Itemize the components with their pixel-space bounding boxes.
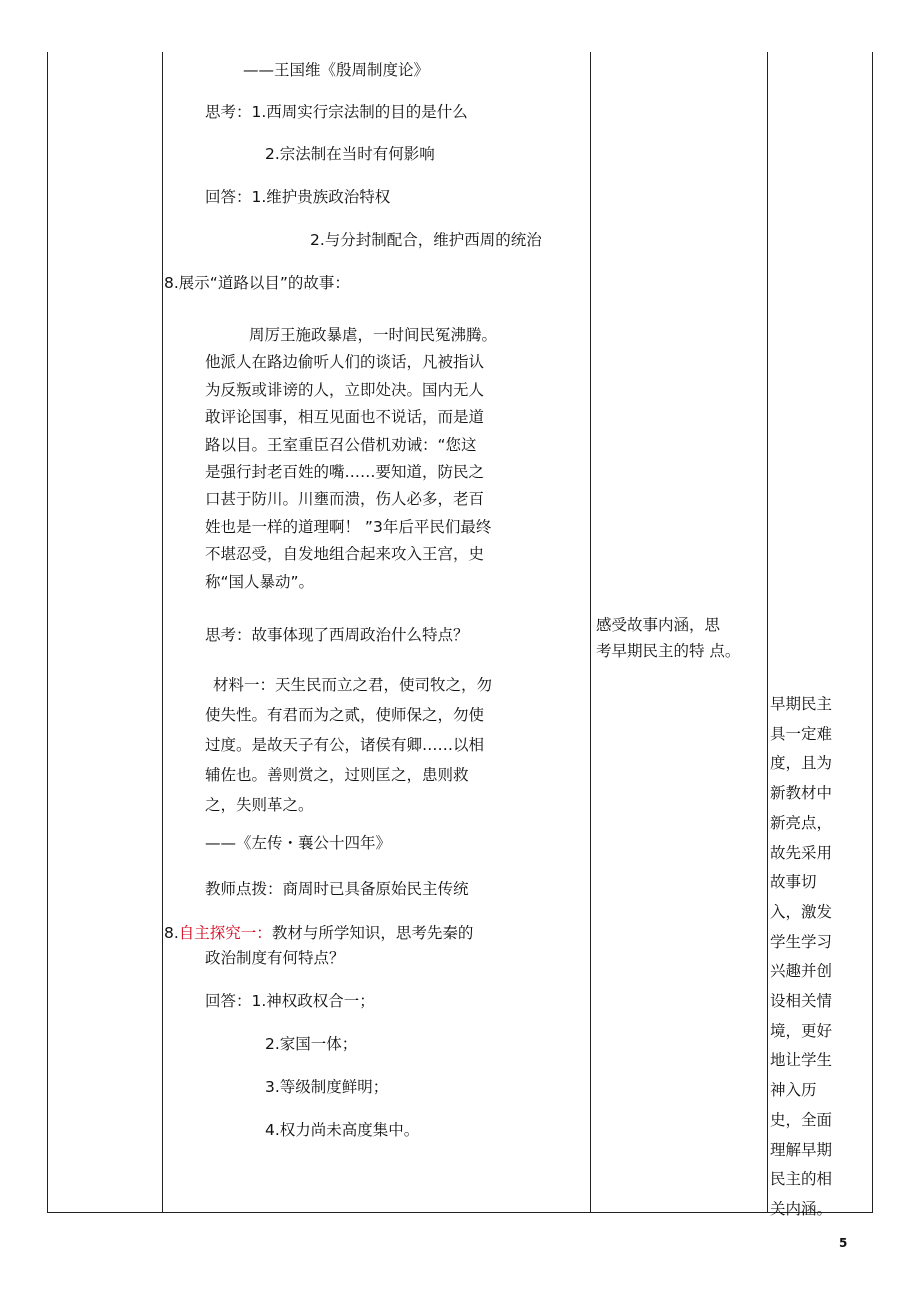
note-line: 关内涵。 xyxy=(770,1199,833,1218)
activity-line: 考早期民主的特 点。 xyxy=(596,642,741,660)
note-line: 具一定难 xyxy=(770,724,833,743)
material-line: 过度。是故天子有公，诸侯有卿……以相 xyxy=(205,736,485,754)
note-line: 史，全面 xyxy=(770,1110,833,1129)
note-line: 神入历 xyxy=(770,1081,817,1100)
column-divider-2 xyxy=(590,52,591,1213)
table-right-border xyxy=(872,52,873,1213)
note-line: 故事切 xyxy=(770,873,817,892)
note-line: 入，激发 xyxy=(770,902,833,921)
note-line: 学生学习 xyxy=(770,932,833,951)
student-activity xyxy=(596,612,766,664)
table-bottom-border xyxy=(47,1212,873,1213)
story-line: 敢评论国事，相互见面也不说话，而是道 xyxy=(205,408,485,427)
think-question-1: 思考：1.西周实行宗法制的目的是什么 xyxy=(205,103,468,121)
story-line: 周厉王施政暴虐，一时间民冤沸腾。 xyxy=(249,326,498,344)
column-divider-3 xyxy=(767,52,768,1213)
answer2-line: 2.家国一体； xyxy=(265,1035,358,1053)
think-question-3: 思考：故事体现了西周政治什么特点？ xyxy=(205,626,469,644)
story-line: 他派人在路边偷听人们的谈话，凡被指认 xyxy=(205,353,485,372)
material-source: ——《左传・襄公十四年》 xyxy=(205,834,392,852)
design-note xyxy=(770,690,870,1225)
note-line: 新教材中 xyxy=(770,784,833,803)
note-line: 理解早期 xyxy=(770,1140,833,1159)
answer2-line: 回答：1.神权政权合一； xyxy=(205,992,375,1010)
story-line: 是强行封老百姓的嘴……要知道，防民之 xyxy=(205,463,485,482)
teacher-hint: 教师点拨：商周时已具备原始民主传统 xyxy=(205,880,469,898)
answer2-line: 4.权力尚未高度集中。 xyxy=(265,1121,420,1139)
note-line: 民主的相 xyxy=(770,1170,833,1189)
note-line: 早期民主 xyxy=(770,695,833,713)
table-left-border xyxy=(47,52,48,1213)
explore-label: 自主探究一： xyxy=(178,924,272,942)
note-line: 故先采用 xyxy=(770,843,833,862)
activity-line: 感受故事内涵，思 xyxy=(596,616,721,634)
story-line: 不堪忍受，自发地组合起来攻入王宫，史 xyxy=(205,545,485,564)
note-line: 兴趣并创 xyxy=(770,962,833,981)
note-line: 设相关情 xyxy=(770,992,833,1011)
quote-source: ——王国维《殷周制度论》 xyxy=(243,61,430,79)
story-paragraph xyxy=(205,322,535,596)
material-one xyxy=(205,670,535,820)
note-line: 度，且为 xyxy=(770,754,833,773)
page-number: 5 xyxy=(839,1236,848,1250)
explore-heading xyxy=(164,926,473,942)
material-line: 之，失则革之。 xyxy=(205,796,314,814)
material-line: 使失性。有君而为之贰，使师保之，勿使 xyxy=(205,706,485,724)
story-line: 为反叛或诽谤的人，立即处决。国内无人 xyxy=(205,380,485,399)
think-question-2: 2.宗法制在当时有何影响 xyxy=(265,145,435,163)
explore-text-line2: 政治制度有何特点？ xyxy=(205,949,345,967)
answer-2: 2.与分封制配合，维护西周的统治 xyxy=(310,231,542,249)
story-line: 口甚于防川。川壅而溃，伤人必多，老百 xyxy=(205,490,485,509)
note-line: 新亮点， xyxy=(770,813,833,832)
column-divider-1 xyxy=(162,52,163,1213)
material-line: 辅佐也。善则赏之，过则匡之，患则救 xyxy=(205,766,469,784)
answer2-line: 3.等级制度鲜明； xyxy=(265,1078,389,1096)
story-line: 姓也是一样的道理啊！ ”3年后平民们最终 xyxy=(205,517,492,536)
story-heading: 8.展示“道路以目”的故事： xyxy=(164,274,350,292)
story-line: 路以目。王室重臣召公借机劝诫：“您这 xyxy=(205,435,477,454)
note-line: 境，更好 xyxy=(770,1021,833,1040)
material-line: 材料一：天生民而立之君，使司牧之，勿 xyxy=(213,676,493,694)
story-line: 称“国人暴动”。 xyxy=(205,572,315,591)
answer-1: 回答：1.维护贵族政治特权 xyxy=(205,188,391,206)
explore-prefix: 8. xyxy=(164,924,179,942)
explore-text: 教材与所学知识，思考先秦的 xyxy=(271,924,474,942)
note-line: 地让学生 xyxy=(770,1051,833,1070)
